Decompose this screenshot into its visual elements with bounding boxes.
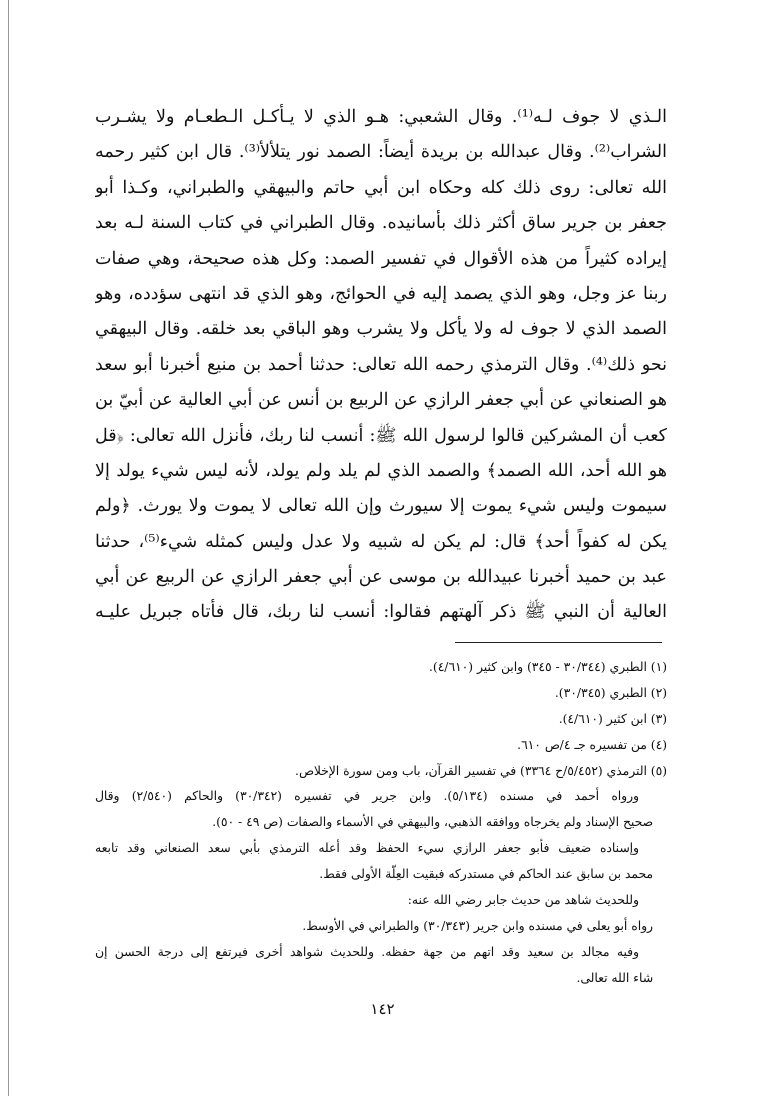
page-number: ١٤٢ [370, 1000, 395, 1018]
footnote-5: (٥) الترمذي (٥/٤٥٢/ح ٣٣٦٤) في تفسير القرآن، باب ومن سورة الإخلاص. [295, 763, 667, 778]
footnote-5-continuation: شاء الله تعالى. [576, 970, 653, 985]
body-line: عبد بن حميد أخبرنا عبيدالله بن موسى عن أبي جعفر الرازي عن الربيع عن أبي [95, 567, 667, 588]
footnotes-block [95, 655, 667, 992]
footnote-4: (٤) من تفسيره جـ ٤/ص ٦١٠. [517, 737, 667, 752]
footnote-5-continuation: وللحديث شاهد من حديث جابر رضي الله عنه: [407, 893, 639, 908]
body-line: هو الله أحد، الله الصمد﴾ والصمد الذي لم يلد ولم يولد، لأنه ليس شيء يولد إلا [95, 460, 667, 481]
footnote-1: (١) الطبري (٣٠/٣٤٤ - ٣٤٥) وابن كثير (٤/٦١٠). [428, 660, 667, 674]
footnote-3: (٣) ابن كثير (٤/٦١٠). [558, 711, 667, 726]
page-edge-line [8, 0, 9, 1096]
footnote-5-continuation: وإسناده ضعيف فأبو جعفر الرازي سيء الحفظ وقد أعله الترمذي بأبي سعد الصنعاني وقد تابعه [95, 841, 639, 856]
footnote-5-continuation: وفيه مجالد بن سعيد وقد اتهم من جهة حفظه. وللحديث شواهد أخرى فيرتفع إلى درجة الحسن إن [95, 944, 639, 959]
footnote-2: (٢) الطبري (٣٠/٣٤٥). [554, 685, 667, 700]
body-line: جعفر بن جرير ساق أكثر ذلك بأسانيده. وقال الطبراني في كتاب السنة لـه بعد [95, 213, 667, 234]
body-line: العالية أن النبي ﷺ ذكر آلهتهم فقالوا: أنسب لنا ربك، قال فأتاه جبريل عليـه [95, 602, 667, 623]
body-line: الصمد الذي لا جوف له ولا يأكل ولا يشرب وهو الباقي بعد خلقه. وقال البيهقي [95, 319, 667, 340]
body-line: يكن له كفواً أحد﴾ قال: لم يكن له شبيه ولا عدل وليس كمثله شيء⁽⁵⁾، حدثنا [95, 531, 667, 552]
main-text-block [95, 100, 667, 631]
footnote-5-continuation: رواه أبو يعلى في مسنده وابن جرير (٣٠/٣٤٣) والطبراني في الأوسط. [302, 918, 653, 933]
footnote-5-continuation: صحيح الإسناد ولم يخرجاه ووافقه الذهبي، والبيهقي في الأسماء والصفات (ص ٤٩ - ٥٠). [212, 815, 653, 830]
body-line: إيراده كثيراً من هذه الأقوال في تفسير الصمد: وكل هذه صحيحة، وهي صفات [95, 248, 667, 269]
footnote-separator [455, 642, 662, 643]
body-line: كعب أن المشركين قالوا لرسول الله ﷺ: أنسب لنا ربك، فأنزل الله تعالى: ﴿قل [95, 425, 667, 446]
body-line: الله تعالى: روى ذلك كله وحكاه ابن أبي حاتم والبيهقي والطبراني، وكـذا أبو [95, 177, 667, 198]
body-line: الـذي لا جوف لـه⁽¹⁾. وقال الشعبي: هـو الذي لا يـأكـل الـطعـام ولا يشـرب [95, 107, 667, 127]
body-line: هو الصنعاني عن أبي جعفر الرازي عن الربيع بن أنس عن أبي العالية عن أبيّ بن [95, 390, 667, 411]
body-line: نحو ذلك⁽⁴⁾. وقال الترمذي رحمه الله تعالى: حدثنا أحمد بن منيع أخبرنا أبو سعد [95, 354, 667, 375]
footnote-5-continuation: محمد بن سابق عند الحاكم في مستدركه فبقيت العِلّة الأولى فقط. [319, 867, 653, 882]
footnote-5-continuation: ورواه أحمد في مسنده (٥/١٣٤). وابن جرير في تفسيره (٣٠/٣٤٢) والحاكم (٢/٥٤٠) وقال [95, 789, 639, 804]
body-line: الشراب⁽²⁾. وقال عبدالله بن بريدة أيضاً: الصمد نور يتلألأ⁽³⁾. قال ابن كثير رحمه [95, 142, 667, 163]
body-line: ربنا عز وجل، وهو الذي يصمد إليه في الحوائج، وهو الذي قد انتهى سؤدده، وهو [95, 283, 667, 304]
body-line: سيموت وليس شيء يموت إلا سيورث وإن الله تعالى لا يموت ولا يورث. ﴿ولم [95, 496, 667, 517]
